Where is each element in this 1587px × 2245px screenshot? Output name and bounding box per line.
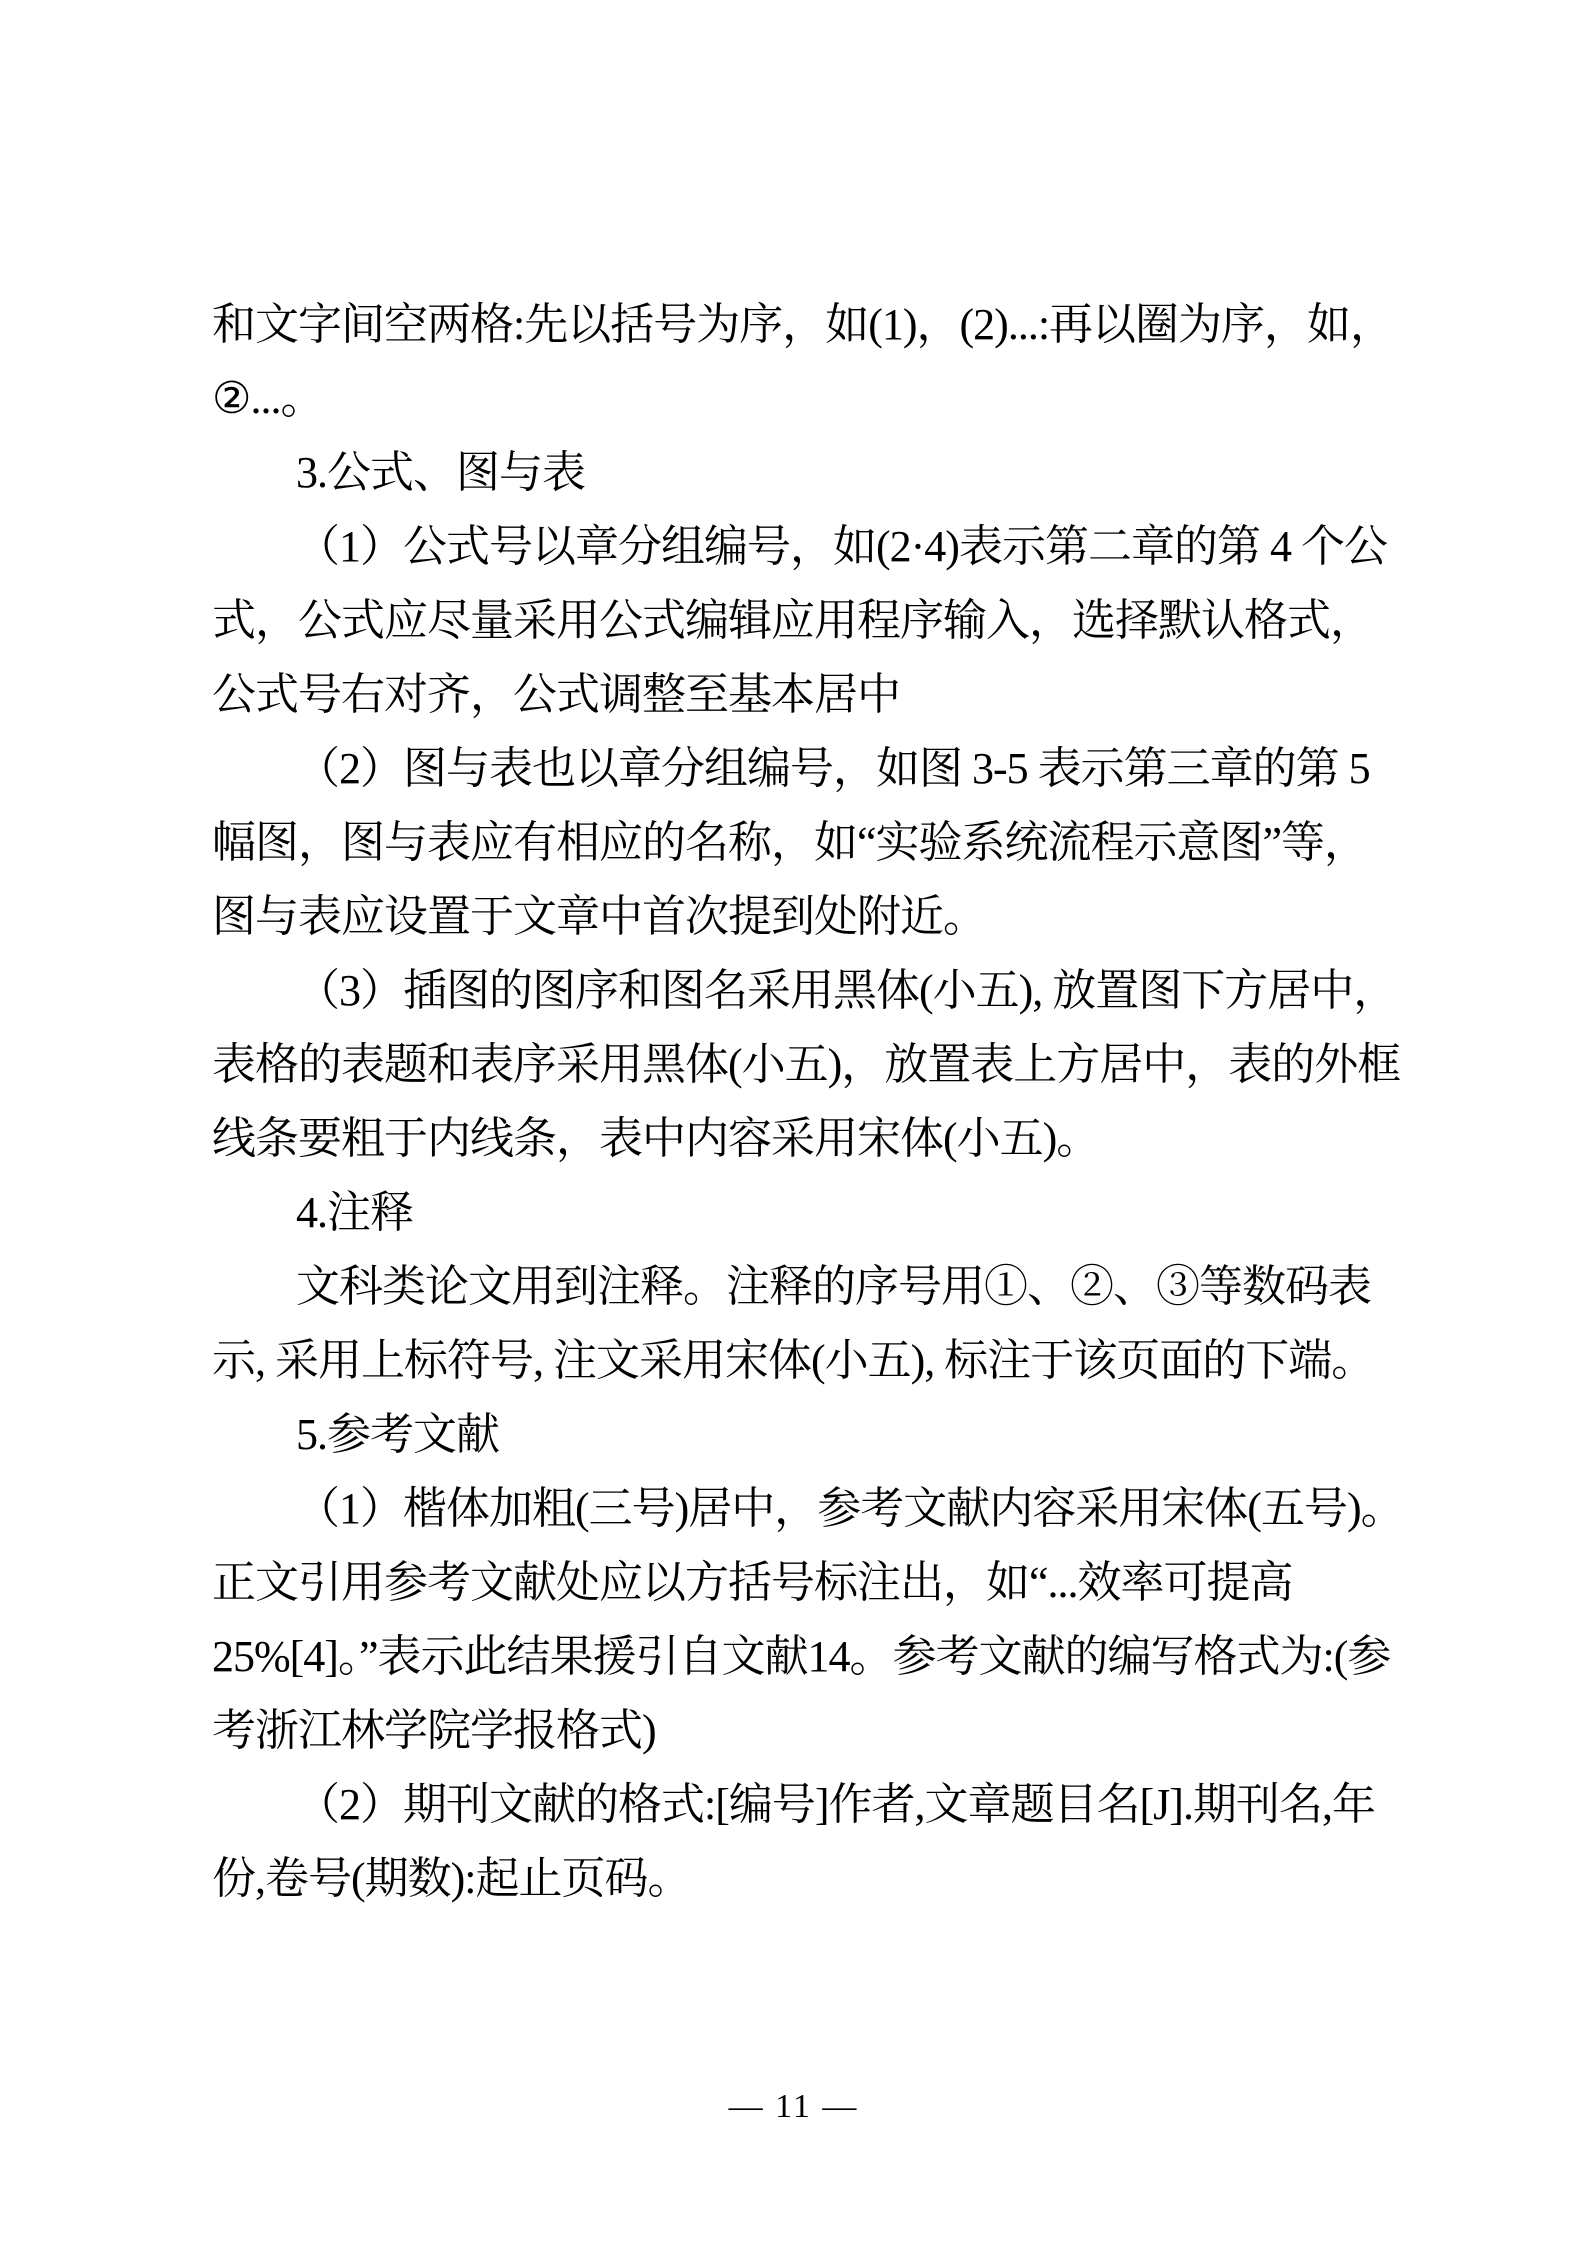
text-line: 式，公式应尽量采用公式编辑应用程序输入，选择默认格式，: [212, 596, 1373, 645]
text-line: 幅图，图与表应有相应的名称，如“实验系统流程示意图”等，: [212, 818, 1368, 867]
section-heading: 5.参考文献: [296, 1410, 499, 1459]
text-line: 和文字间空两格:先以括号为序，如(1)，(2)...:再以圈为序，如，: [212, 300, 1394, 349]
page-number: — 11 —: [728, 2088, 859, 2125]
text-line: （1）公式号以章分组编号，如(2·4)表示第二章的第 4 个公: [296, 522, 1387, 571]
text-line: （3）插图的图序和图名采用黑体(小五), 放置图下方居中，: [296, 966, 1397, 1015]
text-line: （2）期刊文献的格式:[编号]作者,文章题目名[J].期刊名,年: [296, 1780, 1375, 1829]
text-line: 25%[4]。”表示此结果援引自文献14。参考文献的编写格式为:(参: [212, 1632, 1391, 1681]
section-heading: 4.注释: [296, 1188, 413, 1237]
text-line: 正文引用参考文献处应以方括号标注出，如“...效率可提高: [212, 1558, 1293, 1607]
text-line: （1）楷体加粗(三号)居中，参考文献内容采用宋体(五号)。: [296, 1484, 1404, 1533]
text-line: 示, 采用上标符号, 注文采用宋体(小五), 标注于该页面的下端。: [212, 1336, 1375, 1385]
text-line: 文科类论文用到注释。注释的序号用①、②、③等数码表: [296, 1262, 1371, 1311]
text-line: 线条要粗于内线条，表中内容采用宋体(小五)。: [212, 1114, 1100, 1163]
text-line: （2）图与表也以章分组编号，如图 3-5 表示第三章的第 5: [296, 744, 1370, 793]
section-heading: 3.公式、图与表: [296, 448, 585, 497]
document-body: [212, 288, 1467, 1916]
text-line: 考浙江林学院学报格式): [212, 1706, 656, 1755]
text-line: 公式号右对齐，公式调整至基本居中: [212, 670, 900, 719]
text-line: 表格的表题和表序采用黑体(小五)，放置表上方居中，表的外框: [212, 1040, 1401, 1089]
text-line: 图与表应设置于文章中首次提到处附近。: [212, 892, 986, 941]
text-line: ②...。: [212, 374, 324, 423]
text-line: 份,卷号(期数):起止页码。: [212, 1854, 691, 1903]
